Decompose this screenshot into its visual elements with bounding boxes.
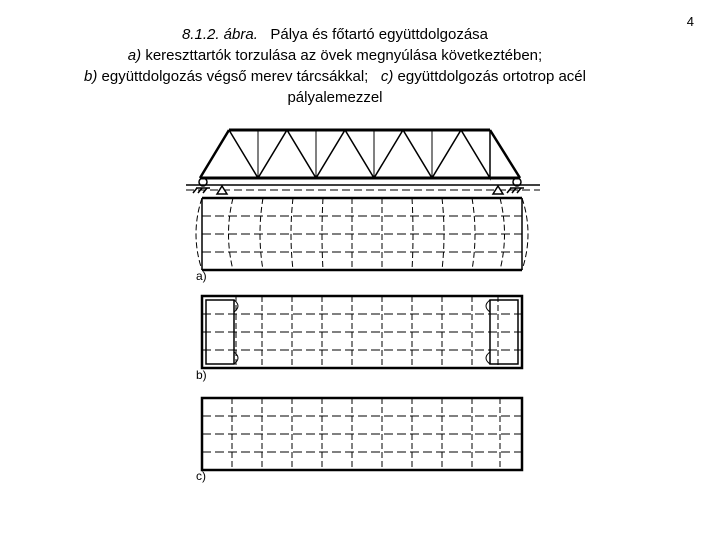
caption-b-marker: b)	[84, 68, 98, 85]
caption-c-text: együttdolgozás ortotrop acél pályalemezzel	[287, 68, 586, 106]
deck-plan-a	[196, 198, 528, 270]
caption-figure-ref: 8.1.2. ábra.	[181, 26, 258, 43]
caption-b-text: együttdolgozás végső merev tárcsákkal;	[101, 68, 369, 85]
label-a: a)	[196, 269, 207, 283]
truss-elevation	[186, 130, 540, 190]
deck-plan-c	[202, 398, 522, 470]
deck-plan-b	[202, 296, 522, 368]
label-b: b)	[196, 368, 207, 382]
page-number: 4	[686, 14, 694, 29]
caption-title: Pálya és főtartó együttdolgozása	[270, 26, 489, 43]
caption-a-marker: a)	[127, 47, 142, 64]
caption-a-text: kereszttartók torzulása az övek megnyúlása következtében;	[145, 47, 543, 64]
label-c: c)	[196, 469, 206, 483]
caption-c-marker: c)	[380, 68, 394, 85]
